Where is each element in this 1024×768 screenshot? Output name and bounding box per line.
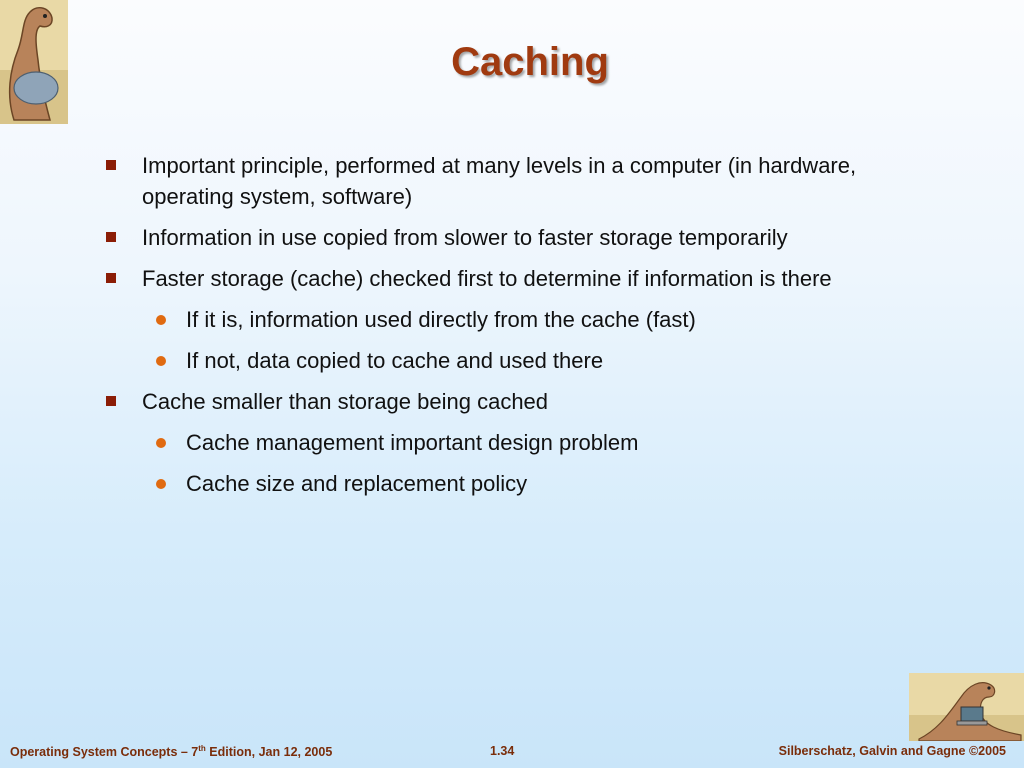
footer-superscript: th <box>198 744 206 753</box>
dinosaur-laptop-logo-bottom <box>909 673 1024 741</box>
square-bullet-icon <box>106 232 116 242</box>
bullet-list <box>102 150 922 509</box>
bullet-text: Cache smaller than storage being cached <box>142 389 549 414</box>
square-bullet-icon <box>106 160 116 170</box>
square-bullet-icon <box>106 396 116 406</box>
bullet-text: Information in use copied from slower to faster storage temporarily <box>142 225 788 250</box>
footer-copyright: Silberschatz, Galvin and Gagne ©2005 <box>778 744 1006 758</box>
slide-title: Caching <box>451 40 609 84</box>
circle-bullet-icon <box>156 356 166 366</box>
bullet-item <box>102 386 922 417</box>
footer-text: Edition, Jan 12, 2005 <box>205 745 333 760</box>
bullet-text: Cache management important design problem <box>186 430 639 455</box>
bullet-item <box>102 263 922 294</box>
footer-book-title <box>10 744 332 759</box>
footer-text: Operating System Concepts – 7 <box>10 745 199 760</box>
footer-page-number: 1.34 <box>490 744 515 758</box>
bullet-text: If not, data copied to cache and used there <box>186 348 604 373</box>
bullet-text: If it is, information used directly from the cache (fast) <box>186 307 696 332</box>
square-bullet-icon <box>106 273 116 283</box>
circle-bullet-icon <box>156 315 166 325</box>
circle-bullet-icon <box>156 479 166 489</box>
bullet-item <box>102 222 922 253</box>
bullet-text: Important principle, performed at many levels in a computer (in hardware, operating system, software) <box>142 153 857 209</box>
sub-bullet-item <box>102 468 922 499</box>
sub-bullet-item <box>102 427 922 458</box>
bullet-text: Faster storage (cache) checked first to determine if information is there <box>142 266 832 291</box>
bullet-item <box>102 150 922 212</box>
circle-bullet-icon <box>156 438 166 448</box>
sub-bullet-item <box>102 304 922 335</box>
bullet-text: Cache size and replacement policy <box>186 471 528 496</box>
sub-bullet-item <box>102 345 922 376</box>
